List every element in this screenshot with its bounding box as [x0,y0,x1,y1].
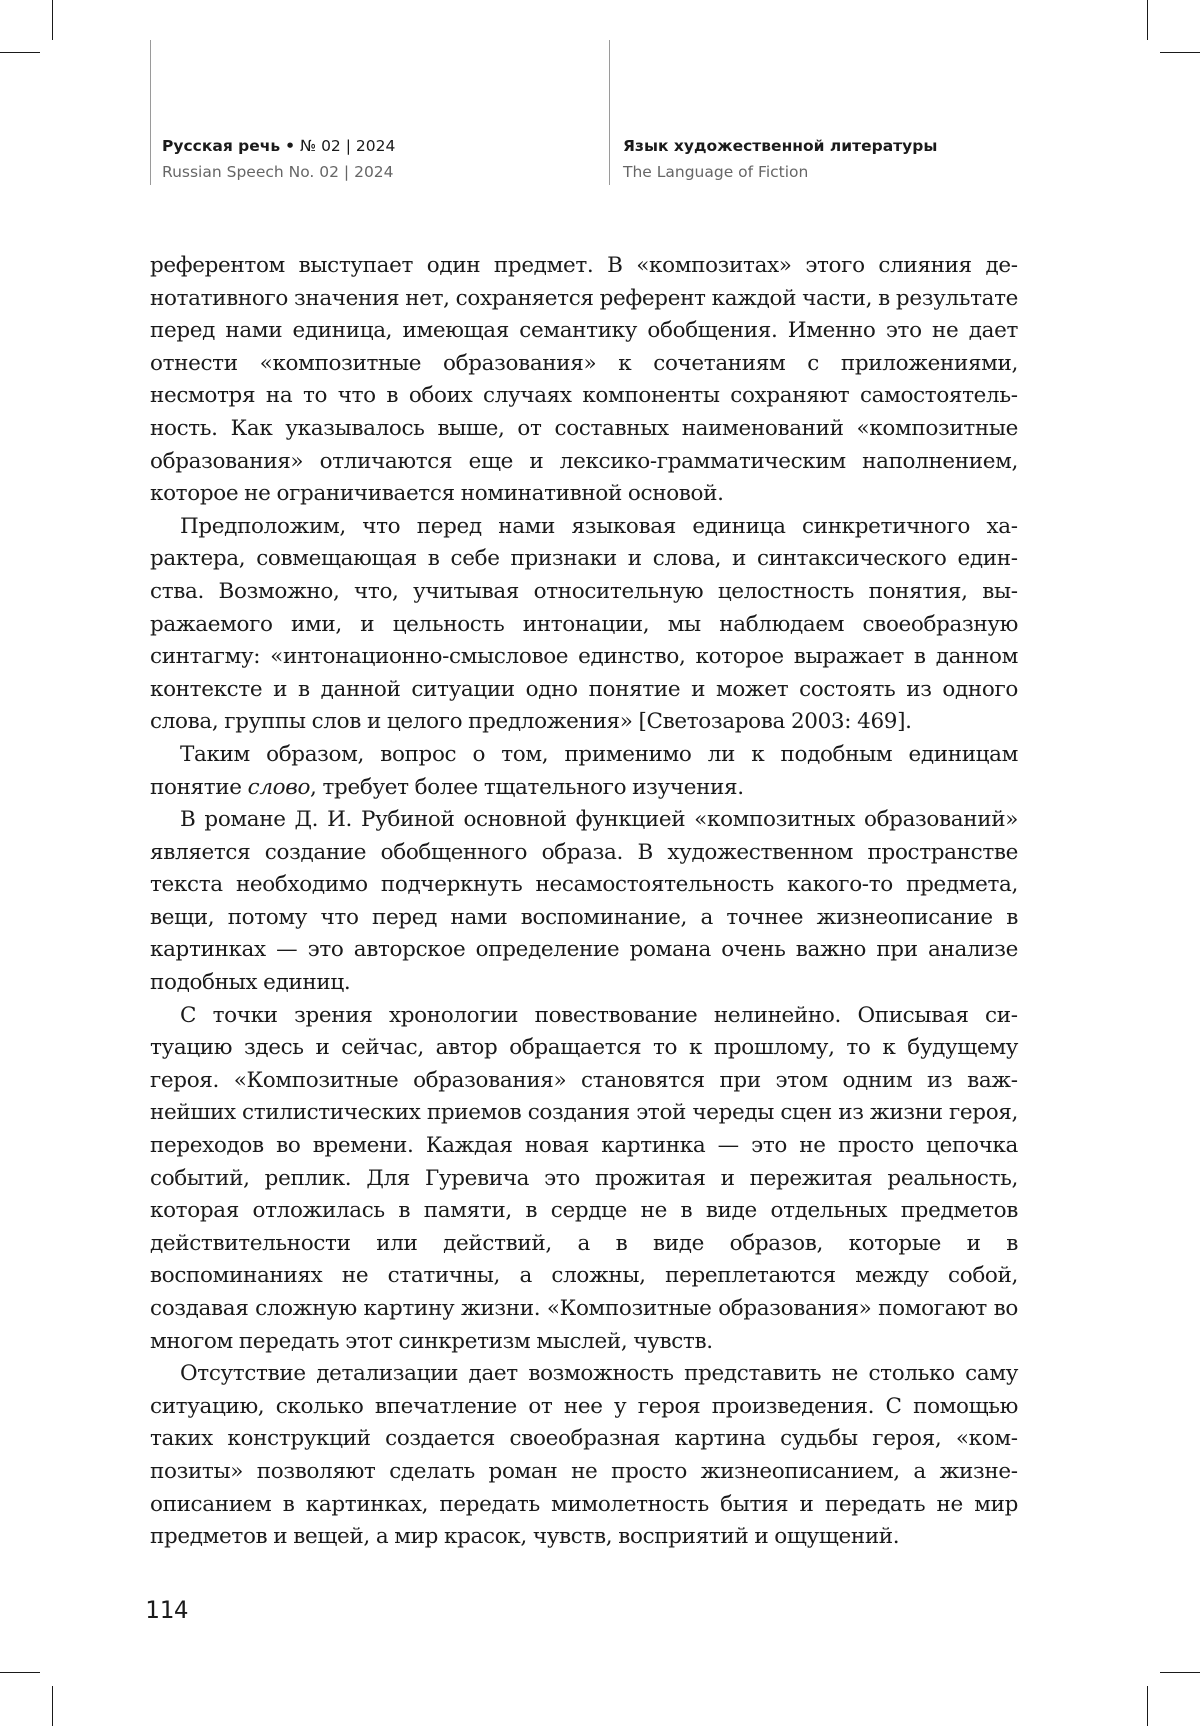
italic-term: слово [247,774,311,800]
crop-mark-bottom-right-v [1147,1686,1148,1726]
journal-issue: № 02 | 2024 [300,137,396,155]
crop-mark-top-left-h [0,52,40,53]
paragraph: Отсутствие детализации дает возможность представить не столько саму ситуацию, сколько впечатление от нее у героя произведения. С помощью таких конструкций создается своеобразная картина судьбы героя, «композиты» позволяют сделать роман не просто жизнеописанием, а жизнеописанием в картинках, передать мимолетность бытия и передать не мир предметов и вещей, а мир красок, чувств, восприятий и ощущений. [150,1361,1018,1550]
crop-mark-top-right-v [1147,0,1148,40]
paragraph [150,739,1018,804]
header-rule-right [609,40,610,185]
header-bullet: • [285,137,296,155]
page-number: 114 [145,1596,189,1624]
paragraph: референтом выступает один предмет. В «композитах» этого слияния денотативного значения нет, сохраняется референт каждой части, в результате перед нами единица, имеющая семантику обобщения. Именно это не дает отнести «композитные образования» к сочетаниям с приложениями, несмотря на то что в обоих случаях компоненты сохраняют самостоятельность. Как указывалось выше, от составных наименований «композитные образования» отличаются еще и лексико-грамматическим наполнением, которое не ограничивается номинативной основой. [150,253,1018,507]
crop-mark-top-left-v [52,0,53,40]
crop-mark-bottom-left-h [0,1672,40,1673]
crop-mark-top-right-h [1160,52,1200,53]
journal-title: Русская речь [162,137,281,155]
header-rule-left [150,40,151,185]
paragraph-text: , требует более тщательного изучения. [310,774,744,800]
section-title-en: The Language of Fiction [623,163,809,181]
crop-mark-bottom-right-h [1160,1672,1200,1673]
paragraph: В романе Д. И. Рубиной основной функцией «композитных образований» является создание обобщенного образа. В художественном пространстве текста необходимо подчеркнуть несамостоятельность какого-то предмета, вещи, потому что перед нами воспоминание, а точнее жизнеописание в картинках — это авторское определение романа очень важно при анализе подобных единиц. [150,807,1018,996]
crop-mark-bottom-left-v [52,1686,53,1726]
journal-title-line [162,133,395,159]
article-body [150,250,1018,1554]
journal-title-en: Russian Speech No. 02 | 2024 [162,163,394,181]
section-title: Язык художественной литературы [623,137,938,155]
running-header-left [162,133,395,185]
running-header-right [623,133,937,185]
paragraph-text: Таким образом, вопрос о том, применимо ли к подобным единицам понятие [150,741,1018,800]
paragraph: С точки зрения хронологии повествование нелинейно. Описывая ситуацию здесь и сейчас, автор обращается то к прошлому, то к будущему героя. «Композитные образования» становятся при этом одним из важнейших стилистических приемов создания этой череды сцен из жизни героя, переходов во времени. Каждая новая картинка — это не просто цепочка событий, реплик. Для Гуревича это прожитая и пережитая реальность, которая отложилась в памяти, в сердце не в виде отдельных предметов действительности или действий, а в виде образов, которые и в воспоминаниях не статичны, а сложны, переплетаются между собой, создавая сложную картину жизни. «Композитные образования» помогают во многом передать этот синкретизм мыслей, чувств. [150,1002,1018,1354]
paragraph: Предположим, что перед нами языковая единица синкретичного характера, совмещающая в себе признаки и слова, и синтаксического единства. Возможно, что, учитывая относительную целостность понятия, выражаемого ими, и цельность интонации, мы наблюдаем своеобразную синтагму: «интонационно-смысловое единство, которое выражает в данном контексте и в данной ситуации одно понятие и может состоять из одного слова, группы слов и целого предложения» [Светозарова 2003: 469]. [150,513,1018,735]
